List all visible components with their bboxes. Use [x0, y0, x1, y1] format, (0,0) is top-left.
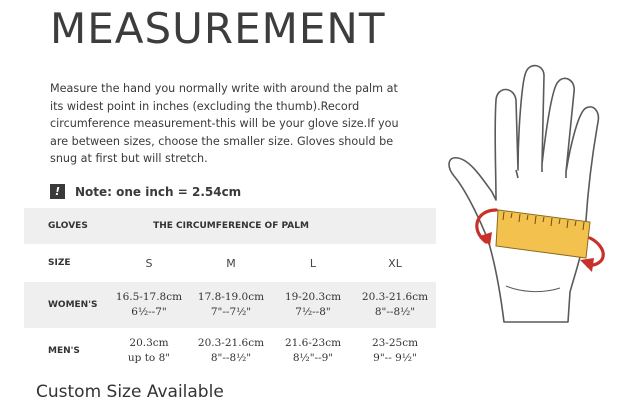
mens-s-cell: 20.3cm up to 8" — [108, 328, 190, 374]
size-header: SIZE — [24, 244, 108, 282]
size-m: M — [190, 244, 272, 282]
note-text: Note: one inch = 2.54cm — [75, 184, 242, 199]
page-title: MEASUREMENT — [50, 4, 386, 53]
circumference-header: THE CIRCUMFERENCE OF PALM — [108, 208, 354, 244]
womens-l-cell: 19-20.3cm 7½--8" — [272, 282, 354, 328]
mens-l-cell: 21.6-23cm 8½"--9" — [272, 328, 354, 374]
womens-xl-cell: 20.3-21.6cm 8"--8½" — [354, 282, 436, 328]
gloves-header: GLOVES — [24, 208, 108, 244]
size-s: S — [108, 244, 190, 282]
womens-m-cell: 17.8-19.0cm 7"--7½" — [190, 282, 272, 328]
size-l: L — [272, 244, 354, 282]
table-header-row — [24, 208, 436, 244]
custom-size-notice: Custom Size Available — [36, 382, 224, 402]
mens-row — [24, 328, 436, 374]
hand-illustration — [430, 60, 635, 330]
size-chart-table — [24, 208, 436, 374]
size-xl: XL — [354, 244, 436, 282]
mens-label: MEN'S — [24, 328, 108, 374]
warning-icon: ! — [50, 184, 65, 199]
womens-s-cell: 16.5-17.8cm 6½--7" — [108, 282, 190, 328]
womens-row — [24, 282, 436, 328]
mens-m-cell: 20.3-21.6cm 8"--8½" — [190, 328, 272, 374]
mens-xl-cell: 23-25cm 9"-- 9½" — [354, 328, 436, 374]
measurement-instructions: Measure the hand you normally write with around the palm at its widest point in inches (excluding the thumb).Record circumference measurement-this will be your glove size.If you are between sizes, choose the smaller size. Gloves should be snug at first but will stretch. — [50, 82, 399, 165]
size-row — [24, 244, 436, 282]
womens-label: WOMEN'S — [24, 282, 108, 328]
note — [50, 184, 241, 199]
